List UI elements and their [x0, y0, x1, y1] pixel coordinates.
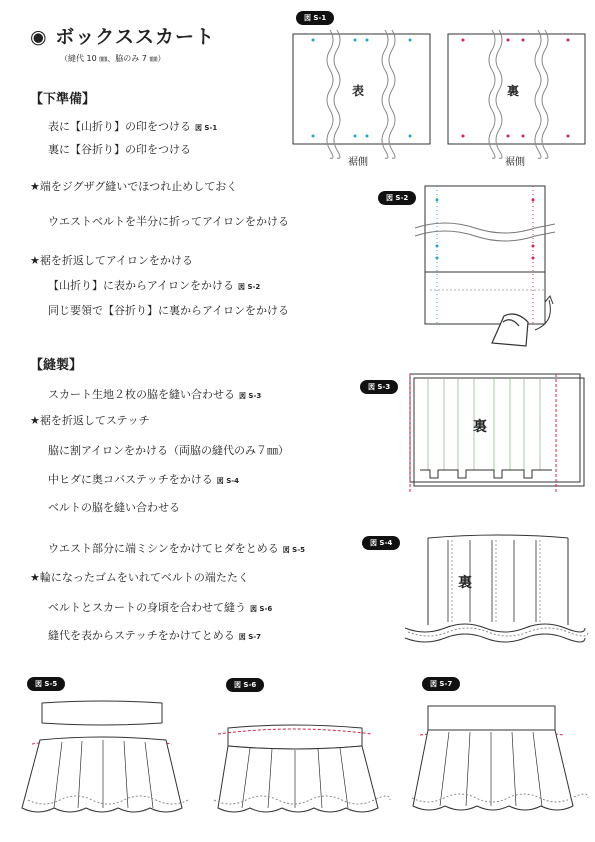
- figure-badge-s1: 図 S-1: [296, 11, 334, 25]
- section-heading-sewing: 【縫製】: [30, 358, 83, 373]
- step-5: ★裾を折返してアイロンをかける: [30, 254, 193, 267]
- step-2: 裏に【谷折り】の印をつける: [48, 143, 191, 156]
- back-side-label: 裏: [507, 84, 520, 98]
- step-8: スカート生地２枚の脇を縫い合わせる 図 S-3: [48, 388, 262, 401]
- hem-side-label-left: 裾側: [348, 157, 368, 168]
- fig-s3-back-label: 裏: [473, 419, 487, 435]
- hem-side-label-right: 裾側: [505, 157, 525, 168]
- figure-ref: 図 S-1: [195, 124, 218, 132]
- seam-allowance-note: （縫代 10 ㎜、脇のみ 7 ㎜）: [60, 54, 166, 63]
- front-side-label: 表: [352, 84, 365, 98]
- figure-badge-s7: 図 S-7: [422, 677, 460, 691]
- section-heading-preparation: 【下準備】: [30, 92, 96, 107]
- step-12: ベルトの脇を縫い合わせる: [48, 501, 180, 514]
- step-15: ベルトとスカートの身頃を合わせて縫う 図 S-6: [48, 601, 273, 614]
- step-10: 脇に割アイロンをかける（両脇の縫代のみ７㎜）: [48, 444, 290, 457]
- figure-ref: 図 S-7: [238, 633, 262, 641]
- figure-ref: 図 S-3: [239, 392, 262, 400]
- figure-badge-s5: 図 S-5: [27, 677, 65, 691]
- step-4: ウエストベルトを半分に折ってアイロンをかける: [48, 215, 290, 228]
- figure-badge-s4: 図 S-4: [362, 536, 400, 550]
- figure-badge-s2: 図 S-2: [378, 191, 416, 205]
- step-1: 表に【山折り】の印をつける 図 S-1: [48, 120, 218, 133]
- figure-ref: 図 S-2: [238, 283, 261, 291]
- figure-badge-s3: 図 S-3: [360, 380, 398, 394]
- step-9: ★裾を折返してステッチ: [30, 414, 150, 427]
- step-7: 同じ要領で【谷折り】に裏からアイロンをかける: [48, 304, 290, 317]
- step-14: ★輪になったゴムをいれてベルトの端たたく: [30, 571, 249, 584]
- step-11: 中ヒダに奥コバステッチをかける 図 S-4: [48, 473, 240, 486]
- page-title: ◉ ボックススカート: [30, 26, 216, 48]
- step-16: 縫代を表からステッチをかけてとめる 図 S-7: [48, 629, 262, 642]
- step-13: ウエスト部分に端ミシンをかけてヒダをとめる 図 S-5: [48, 542, 305, 555]
- figure-badge-s6: 図 S-6: [226, 678, 264, 692]
- figure-ref: 図 S-4: [216, 477, 240, 485]
- figure-ref: 図 S-6: [250, 605, 273, 613]
- fig-s4-back-label: 裏: [458, 575, 472, 591]
- figure-ref: 図 S-5: [282, 546, 305, 554]
- step-6: 【山折り】に表からアイロンをかける 図 S-2: [48, 279, 261, 292]
- step-3: ★端をジグザグ縫いでほつれ止めしておく: [30, 180, 238, 193]
